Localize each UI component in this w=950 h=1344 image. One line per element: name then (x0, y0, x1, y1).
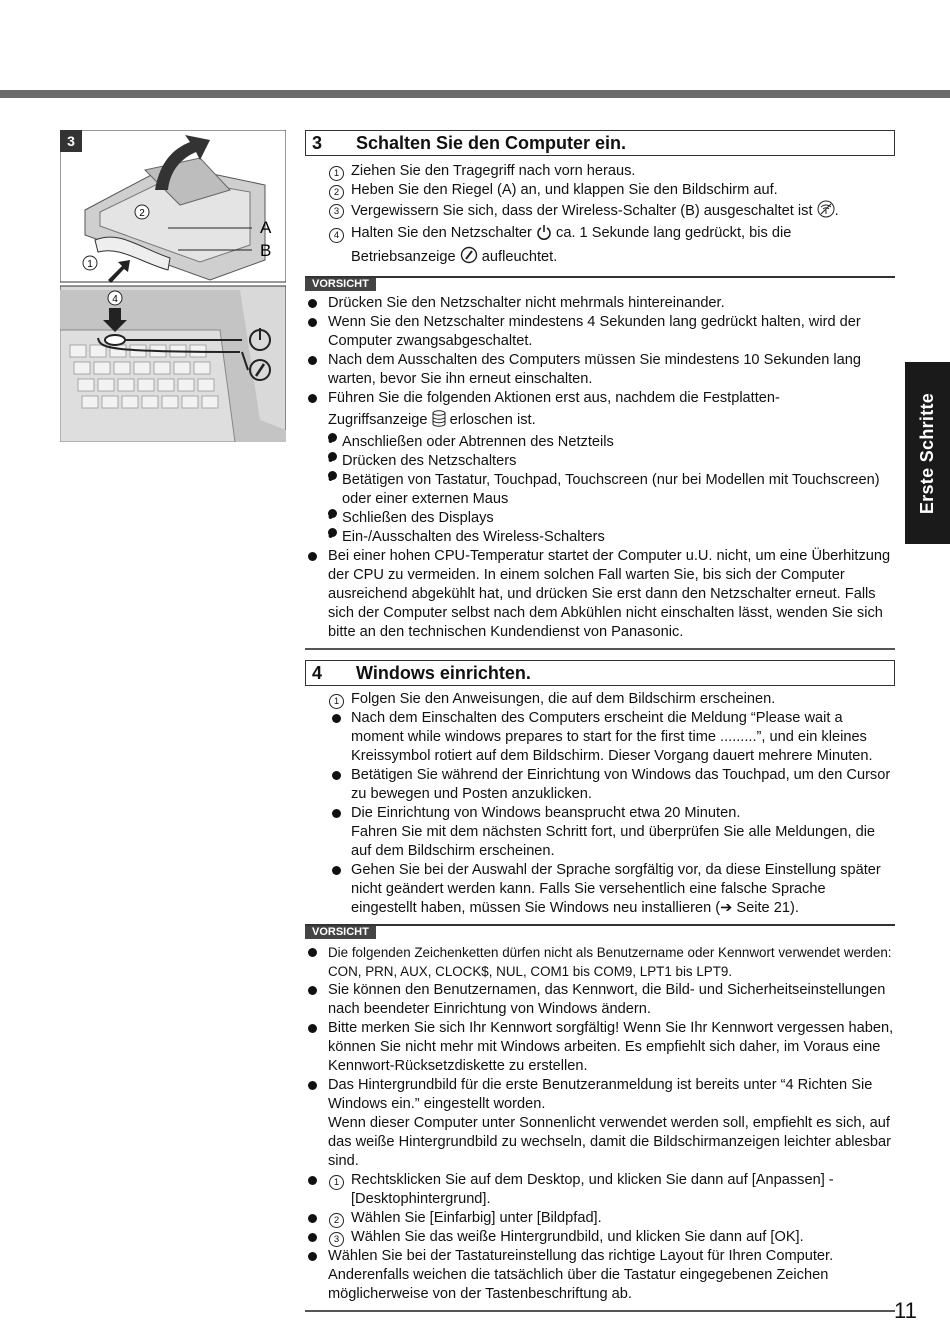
list-item (305, 224, 895, 270)
hdd-indicator-icon (432, 410, 446, 433)
circled-number: 4 (329, 228, 344, 243)
list-item-text: Halten Sie den Netzschalter (351, 225, 532, 241)
caution1-sublist (305, 433, 895, 547)
list-item-text: Seite 21). (736, 900, 799, 916)
circled-number: 1 (329, 694, 344, 709)
list-item (305, 1209, 895, 1228)
list-item-text: Führen Sie die folgenden Aktionen erst aus, nachdem die Festplatten- (328, 390, 780, 406)
list-item-text: aufleuchtet. (481, 249, 558, 265)
circled-number: 2 (329, 185, 344, 200)
list-item (305, 200, 895, 224)
list-item: Betätigen Sie während der Einrichtung von Windows das Touchpad, um den Cursor zu bewegen und Posten anzuklicken. (305, 766, 895, 804)
list-item-text: Fahren Sie mit dem nächsten Schritt fort, und überprüfen Sie alle Meldungen, die auf dem Bildschirm erscheinen. (351, 824, 876, 859)
step4-notes (305, 709, 895, 918)
list-item: Wählen Sie bei der Tastatureinstellung das richtige Layout für Ihren Computer. Anderenfalls weichen die tatsächlich über die Tastatur eingegebenen Zeichen möglicherweise von der Tastenbeschriftung ab. (305, 1247, 895, 1304)
page-number: 11 (894, 1298, 917, 1323)
list-item: Drücken Sie den Netzschalter nicht mehrmals hintereinander. (305, 294, 895, 313)
list-item (305, 690, 895, 709)
wireless-off-icon (817, 200, 835, 224)
step4-list (305, 690, 895, 709)
sub-item: • Betätigen von Tastatur, Touchpad, Touchscreen (nur bei Modellen mit Touchscreen) oder einer externen Maus (305, 471, 895, 509)
list-item: Wenn Sie den Netzschalter mindestens 4 Sekunden lang gedrückt halten, wird der Computer zwangsabgeschaltet. (305, 313, 895, 351)
step3-title: Schalten Sie den Computer ein. (356, 132, 627, 153)
sub-item: • Anschließen oder Abtrennen des Netzteils (305, 433, 895, 452)
section-tab (905, 362, 950, 544)
step4-heading (305, 660, 895, 686)
sub-item: • Drücken des Netzschalters (305, 452, 895, 471)
list-item-text: ca. 1 Sekunde lang gedrückt, bis die (556, 225, 792, 241)
callout-2: 2 (139, 208, 145, 219)
list-item: Bitte merken Sie sich Ihr Kennwort sorgfältig! Wenn Sie Ihr Kennwort vergessen haben, können Sie nicht mehr mit Windows arbeiten. Es empfiehlt sich daher, im Voraus eine Kennwort-Rücksetzdiskette zu erstellen. (305, 1019, 895, 1076)
caution-bar (305, 924, 895, 940)
list-item: Sie können den Benutzernamen, das Kennwort, die Bild- und Sicherheitseinstellungen nach beendeter Einrichtung von Windows ändern. (305, 981, 895, 1019)
list-item: Nach dem Ausschalten des Computers müssen Sie mindestens 10 Sekunden lang warten, bevor Sie ihn erneut einschalten. (305, 351, 895, 389)
circled-number: 1 (329, 1175, 344, 1190)
figure-badge: 3 (67, 133, 75, 149)
list-item (305, 1171, 895, 1209)
step4-title: Windows einrichten. (356, 662, 531, 683)
sub-item: • Ein-/Ausschalten des Wireless-Schalters (305, 528, 895, 547)
list-item-text: Wählen Sie das weiße Hintergrundbild, und klicken Sie dann auf [OK]. (351, 1229, 804, 1245)
list-item (305, 1228, 895, 1247)
divider (305, 1310, 895, 1312)
list-item: Bei einer hohen CPU-Temperatur startet der Computer u.U. nicht, um eine Überhitzung der CPU zu vermeiden. In einem solchen Fall warten Sie, bis sich der Computer ausreichend abgekühlt hat, und drücken Sie erst dann den Netzschalter erneut. Falls sich der Computer selbst nach dem Abkühlen nicht einschalten lässt, wenden Sie sich bitte an den technischen Kundendienst von Panasonic. (305, 547, 895, 642)
section-tab-label: Erste Schritte (917, 392, 937, 514)
setup-illustration (60, 130, 286, 442)
list-item-text: Ziehen Sie den Tragegriff nach vorn heraus. (351, 163, 636, 179)
divider (305, 648, 895, 650)
list-item-text: Gehen Sie bei der Auswahl der Sprache sorgfältig vor, da diese Einstellung später nicht geändert werden kann. Falls Sie versehentlich eine falsche Sprache eingestellt haben, müssen Sie Windows neu installieren ( (351, 862, 881, 916)
caution-label: VORSICHT (305, 278, 376, 291)
step4-number: 4 (312, 662, 323, 683)
step3-list (305, 162, 895, 270)
power-icon (536, 224, 552, 246)
list-item: Nach dem Einschalten des Computers erscheint die Meldung “Please wait a moment while windows prepares to start for the first time .........”, und ein kleines Kreissymbol rotiert auf dem Bildschirm. Dieser Vorgang dauert mehrere Minuten. (305, 709, 895, 766)
list-item-text: Heben Sie den Riegel (A) an, und klappen Sie den Bildschirm auf. (351, 182, 778, 198)
list-item-text: Folgen Sie den Anweisungen, die auf dem Bildschirm erscheinen. (351, 691, 776, 707)
circled-number: 2 (329, 1213, 344, 1228)
list-item (305, 181, 895, 200)
list-item (305, 1076, 895, 1247)
list-item-text: Wenn dieser Computer unter Sonnenlicht verwendet werden soll, empfiehlt es sich, auf das weiße Hintergrundbild zu wechseln, damit die Bildschirmanzeigen leichter ablesbar sind. (328, 1115, 891, 1169)
label-b: B (260, 241, 272, 260)
caution2-list (305, 943, 895, 1304)
step3-heading (305, 130, 895, 156)
list-item (305, 861, 895, 918)
list-item-text: Vergewissern Sie sich, dass der Wireless-Schalter (B) ausgeschaltet ist (351, 203, 813, 219)
circled-number: 3 (329, 1232, 344, 1247)
caution-label: VORSICHT (305, 926, 376, 939)
main-content (305, 130, 895, 1312)
callout-4: 4 (112, 294, 118, 305)
list-item-text: Rechtsklicken Sie auf dem Desktop, und klicken Sie dann auf [Anpassen] - [Desktophintergrund]. (351, 1172, 834, 1207)
label-a: A (260, 218, 272, 237)
callout-1: 1 (87, 259, 93, 270)
list-item-text: Das Hintergrundbild für die erste Benutzeranmeldung ist bereits unter “4 Richten Sie Windows ein.” eingestellt worden. (328, 1077, 873, 1112)
list-item-text: erloschen ist. (449, 412, 536, 428)
list-item (305, 389, 895, 547)
list-item-text: Zugriffsanzeige (328, 412, 428, 428)
list-item: Die folgenden Zeichenketten dürfen nicht als Benutzername oder Kennwort verwendet werden: CON, PRN, AUX, CLOCK$, NUL, COM1 bis COM9, LPT1 bis LPT9. (305, 943, 895, 981)
step3-number: 3 (312, 132, 323, 153)
caution-bar (305, 276, 895, 292)
sub-item: • Schließen des Displays (305, 509, 895, 528)
header-bar (0, 90, 950, 98)
list-item-text-end: . (834, 203, 839, 219)
list-item-text: Wählen Sie [Einfarbig] unter [Bildpfad]. (351, 1210, 602, 1226)
arrow-right-icon: ➔ (720, 900, 733, 916)
circled-number: 3 (329, 204, 344, 219)
caution1-list (305, 294, 895, 642)
circled-number: 1 (329, 166, 344, 181)
list-item (305, 162, 895, 181)
power-indicator-icon (460, 246, 478, 270)
list-item-text: Die Einrichtung von Windows beansprucht etwa 20 Minuten. (351, 805, 741, 821)
list-item-text: Betriebsanzeige (351, 249, 456, 265)
list-item (305, 804, 895, 861)
caution2-steps (305, 1171, 895, 1247)
